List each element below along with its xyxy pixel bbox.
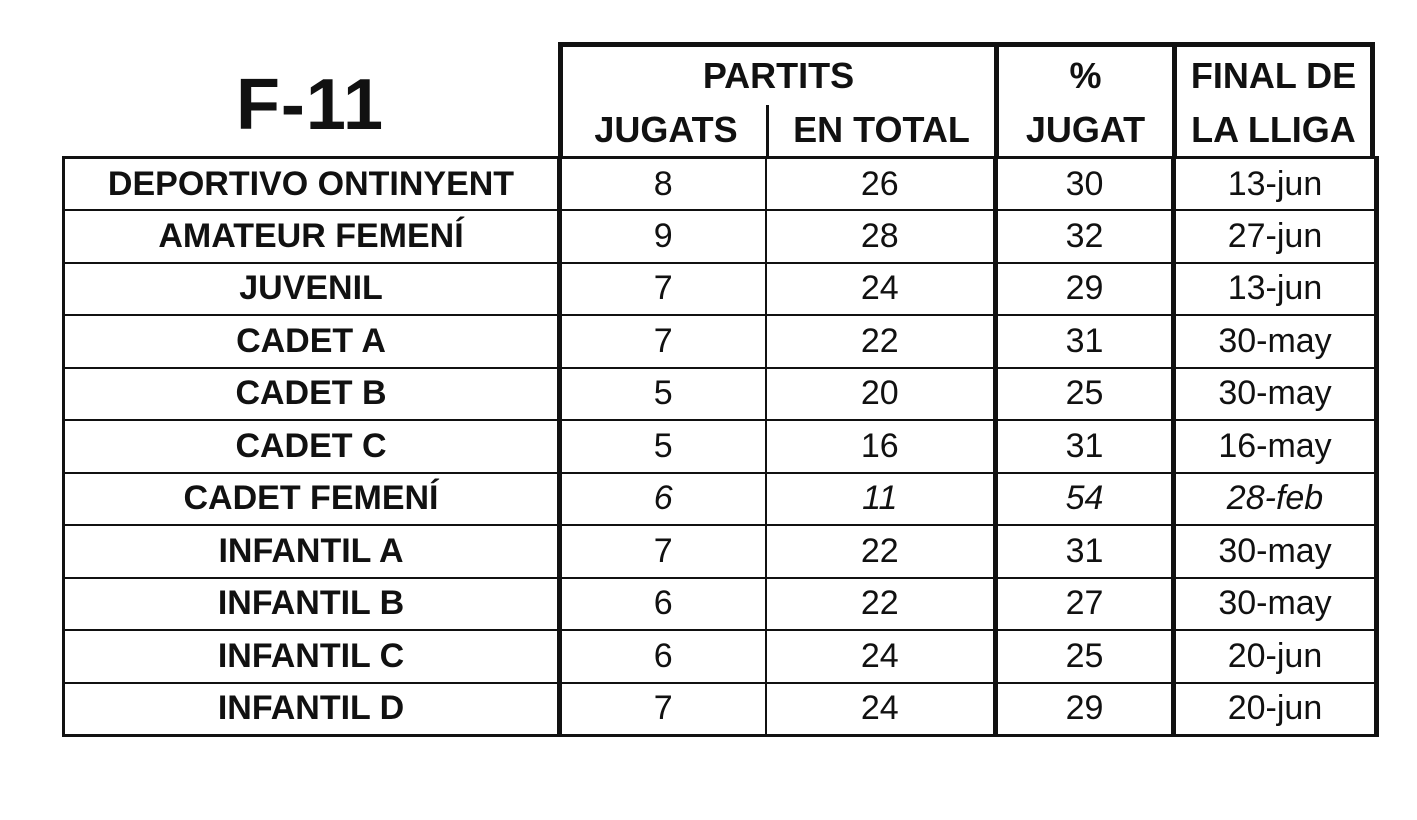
final-cell: 28-feb bbox=[1174, 473, 1377, 526]
jugats-cell: 7 bbox=[560, 263, 766, 316]
table-row bbox=[64, 630, 1377, 683]
header-percent bbox=[994, 42, 1172, 156]
jugats-cell: 7 bbox=[560, 315, 766, 368]
final-cell: 13-jun bbox=[1174, 158, 1377, 211]
percent-cell: 32 bbox=[996, 210, 1174, 263]
team-cell: INFANTIL B bbox=[64, 578, 560, 631]
jugats-cell: 7 bbox=[560, 525, 766, 578]
header-percent-jugat: JUGAT bbox=[1025, 109, 1146, 150]
percent-cell: 54 bbox=[996, 473, 1174, 526]
jugats-cell: 5 bbox=[560, 368, 766, 421]
team-cell: AMATEUR FEMENÍ bbox=[64, 210, 560, 263]
total-cell: 22 bbox=[766, 525, 996, 578]
percent-cell: 29 bbox=[996, 683, 1174, 736]
header-percent-symbol: % bbox=[1069, 55, 1102, 96]
percent-cell: 30 bbox=[996, 158, 1174, 211]
final-cell: 20-jun bbox=[1174, 683, 1377, 736]
table-row bbox=[64, 525, 1377, 578]
total-cell: 24 bbox=[766, 263, 996, 316]
jugats-cell: 5 bbox=[560, 420, 766, 473]
final-cell: 13-jun bbox=[1174, 263, 1377, 316]
jugats-cell: 6 bbox=[560, 630, 766, 683]
table-row bbox=[64, 368, 1377, 421]
table-row bbox=[64, 420, 1377, 473]
jugats-cell: 7 bbox=[560, 683, 766, 736]
jugats-cell: 6 bbox=[560, 578, 766, 631]
final-cell: 20-jun bbox=[1174, 630, 1377, 683]
table-row bbox=[64, 578, 1377, 631]
percent-cell: 25 bbox=[996, 368, 1174, 421]
jugats-cell: 6 bbox=[560, 473, 766, 526]
percent-cell: 29 bbox=[996, 263, 1174, 316]
percent-cell: 31 bbox=[996, 420, 1174, 473]
team-cell: INFANTIL C bbox=[64, 630, 560, 683]
final-cell: 30-may bbox=[1174, 315, 1377, 368]
header-final-line2: LA LLIGA bbox=[1191, 109, 1356, 150]
team-cell: JUVENIL bbox=[64, 263, 560, 316]
team-cell: CADET FEMENÍ bbox=[64, 473, 560, 526]
table-row bbox=[64, 315, 1377, 368]
jugats-cell: 8 bbox=[560, 158, 766, 211]
table-row bbox=[64, 158, 1377, 211]
total-cell: 11 bbox=[766, 473, 996, 526]
header-final bbox=[1172, 42, 1375, 156]
header-final-line1: FINAL DE bbox=[1190, 55, 1357, 96]
final-cell: 30-may bbox=[1174, 525, 1377, 578]
table-row bbox=[64, 210, 1377, 263]
total-cell: 22 bbox=[766, 315, 996, 368]
percent-cell: 31 bbox=[996, 315, 1174, 368]
jugats-cell: 9 bbox=[560, 210, 766, 263]
header-en-total: EN TOTAL bbox=[793, 109, 970, 150]
table-row bbox=[64, 263, 1377, 316]
team-cell: DEPORTIVO ONTINYENT bbox=[64, 158, 560, 211]
header-jugats: JUGATS bbox=[594, 109, 738, 150]
total-cell: 16 bbox=[766, 420, 996, 473]
total-cell: 22 bbox=[766, 578, 996, 631]
page-title: F-11 bbox=[235, 65, 385, 145]
team-cell: CADET B bbox=[64, 368, 560, 421]
header-partits bbox=[558, 42, 994, 156]
table-row bbox=[64, 683, 1377, 736]
total-cell: 28 bbox=[766, 210, 996, 263]
header-partits-label: PARTITS bbox=[702, 55, 855, 96]
final-cell: 30-may bbox=[1174, 578, 1377, 631]
team-cell: INFANTIL A bbox=[64, 525, 560, 578]
total-cell: 24 bbox=[766, 630, 996, 683]
team-cell: INFANTIL D bbox=[64, 683, 560, 736]
final-cell: 16-may bbox=[1174, 420, 1377, 473]
total-cell: 26 bbox=[766, 158, 996, 211]
percent-cell: 25 bbox=[996, 630, 1174, 683]
league-table bbox=[62, 156, 1379, 737]
final-cell: 30-may bbox=[1174, 368, 1377, 421]
total-cell: 20 bbox=[766, 368, 996, 421]
team-cell: CADET C bbox=[64, 420, 560, 473]
final-cell: 27-jun bbox=[1174, 210, 1377, 263]
total-cell: 24 bbox=[766, 683, 996, 736]
percent-cell: 31 bbox=[996, 525, 1174, 578]
percent-cell: 27 bbox=[996, 578, 1174, 631]
team-cell: CADET A bbox=[64, 315, 560, 368]
table-row bbox=[64, 473, 1377, 526]
